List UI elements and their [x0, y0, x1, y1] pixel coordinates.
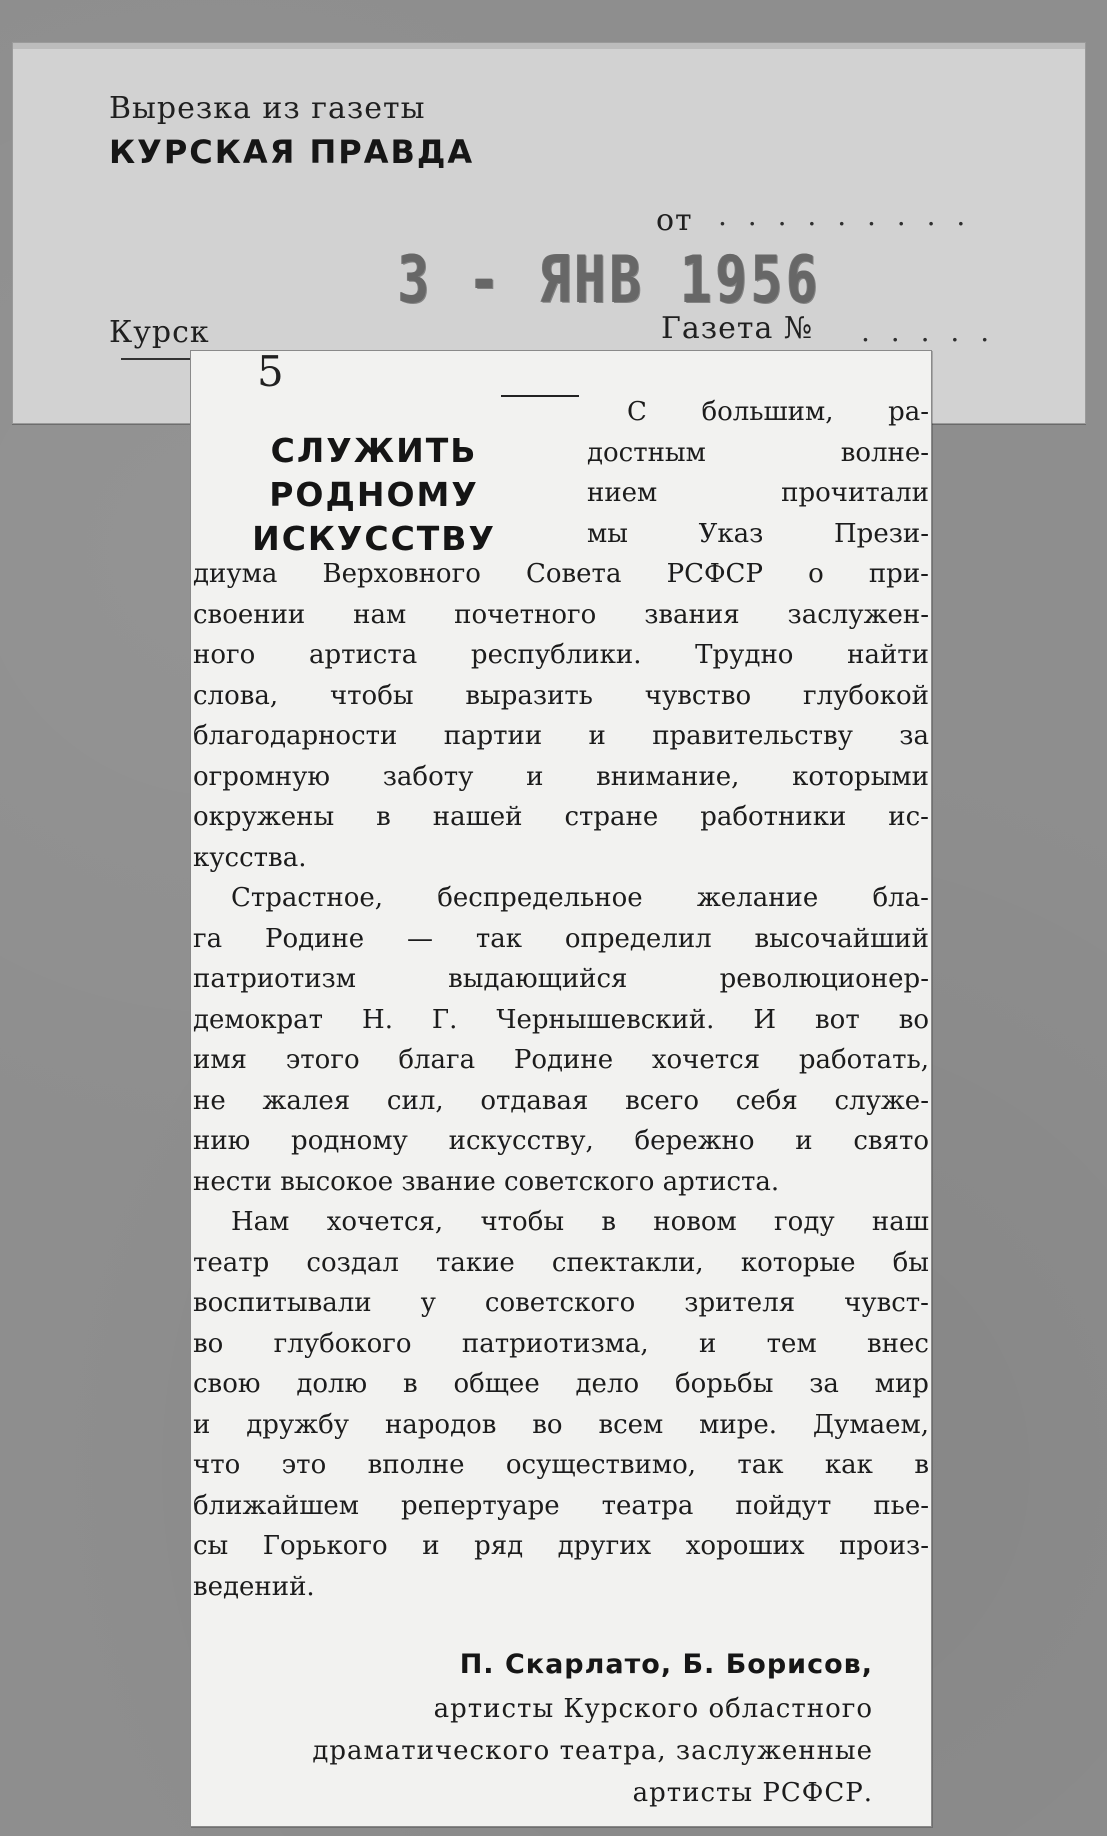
body-line: огромную заботу и внимание, которыми [193, 761, 929, 792]
body-line: нием прочитали [587, 478, 929, 508]
body-line: патриотизм выдающийся революционер- [193, 964, 929, 994]
body-line: Страстное, беспредельное желание бла- [231, 883, 929, 913]
city-label: Курск [109, 315, 210, 350]
signature-line: артисты РСФСР. [632, 1778, 873, 1808]
body-line: нести высокое звание советского артиста. [193, 1166, 780, 1197]
body-line: достным волне- [587, 437, 929, 468]
corner-mark: 5 [257, 347, 284, 396]
date-stamp: 3 - ЯНВ 1956 [398, 243, 822, 318]
issue-dots: . . . . . [861, 315, 996, 348]
body-line: своении нам почетного звания заслужен- [193, 599, 929, 630]
body-line: ведений. [193, 1571, 315, 1602]
body-line: Нам хочется, чтобы в новом году наш [231, 1207, 929, 1237]
article-title [209, 429, 539, 561]
form-top-edge [13, 43, 1085, 49]
body-line: во глубокого патриотизма, и тем внес [193, 1328, 929, 1359]
body-line: слова, чтобы выразить чувство глубокой [193, 680, 929, 711]
city-underline [121, 358, 191, 360]
body-line: кусства. [193, 842, 307, 873]
body-line: свою долю в общее дело борьбы за мир [193, 1369, 929, 1399]
body-line: что это вполне осуществимо, так как в [193, 1450, 929, 1480]
top-rule [501, 395, 579, 397]
body-line: С большим, ра- [627, 397, 929, 427]
from-dots: . . . . . . . . . [718, 199, 972, 232]
body-line: окружены в нашей стране работники ис- [193, 802, 929, 832]
body-line: сы Горького и ряд других хороших произ- [193, 1531, 929, 1561]
signature-line: драматического театра, заслуженные [312, 1736, 873, 1766]
issue-label: Газета № [661, 311, 814, 346]
from-label: от [656, 203, 693, 238]
title-line: РОДНОМУ [269, 475, 479, 514]
article-clipping [190, 347, 932, 1827]
body-line: ного артиста республики. Трудно найти [193, 640, 929, 670]
signature-names: П. Скарлато, Б. Борисов, [459, 1649, 873, 1680]
body-line: демократ Н. Г. Чернышевский. И вот во [193, 1004, 929, 1035]
body-line: воспитывали у советского зрителя чувст- [193, 1288, 929, 1318]
body-line: диума Верховного Совета РСФСР о при- [193, 559, 929, 589]
body-line: имя этого блага Родине хочется работать, [193, 1045, 929, 1075]
signature-line: артисты Курского областного [433, 1694, 873, 1724]
body-line: и дружбу народов во всем мире. Думаем, [193, 1409, 929, 1440]
body-line: нию родному искусству, бережно и свято [193, 1126, 929, 1156]
title-line: СЛУЖИТЬ [270, 431, 478, 470]
body-line: не жалея сил, отдавая всего себя служе- [193, 1085, 929, 1116]
title-line: ИСКУССТВУ [252, 519, 496, 558]
clipping-label: Вырезка из газеты [109, 91, 426, 126]
body-line: ближайшем репертуаре театра пойдут пье- [193, 1490, 929, 1521]
body-line: мы Указ Прези- [587, 518, 929, 549]
body-line: га Родине — так определил высочайший [193, 923, 929, 954]
newspaper-name: КУРСКАЯ ПРАВДА [109, 133, 475, 171]
body-line: театр создал такие спектакли, которые бы [193, 1247, 929, 1278]
body-line: благодарности партии и правительству за [193, 721, 929, 751]
